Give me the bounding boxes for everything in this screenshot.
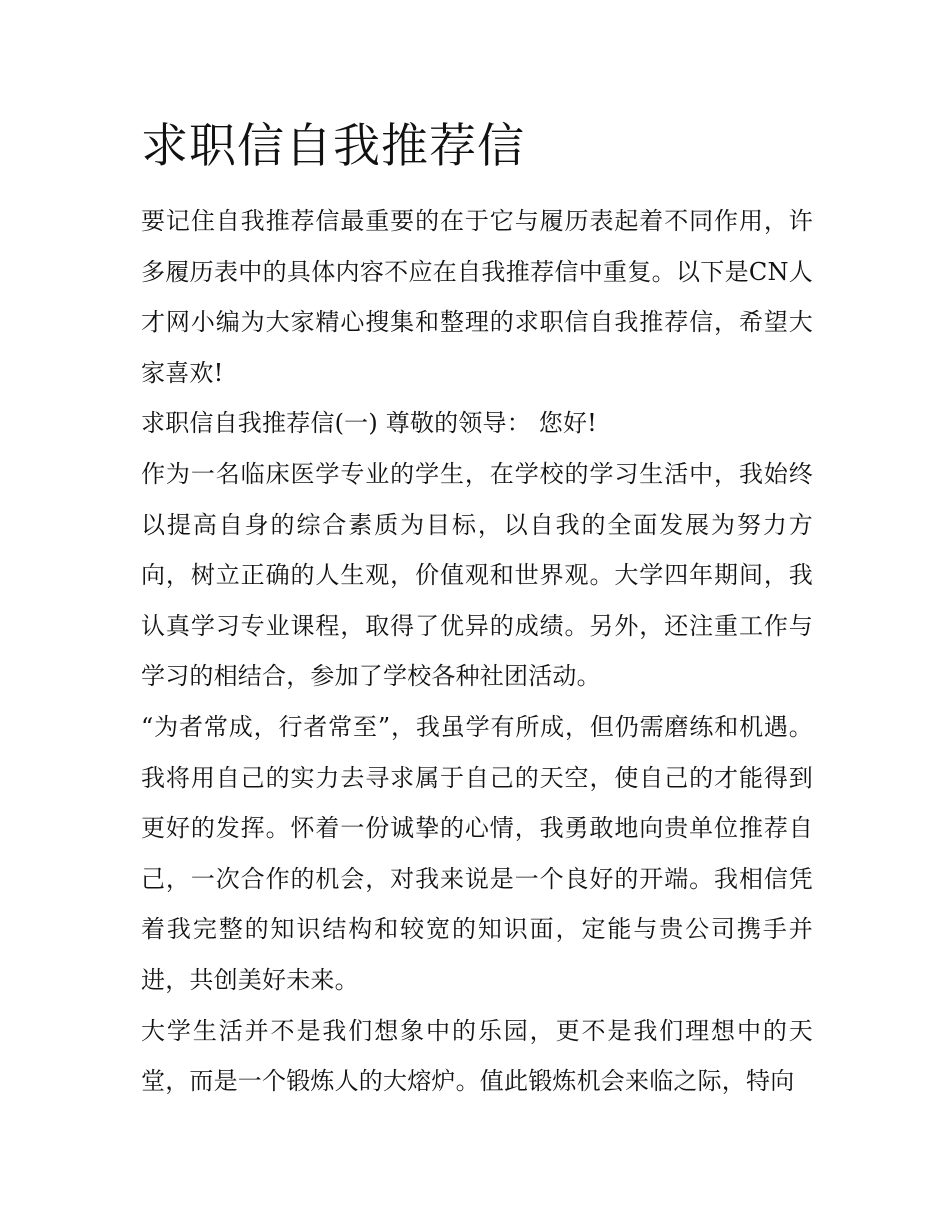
paragraph-salutation: 求职信自我推荐信(一) 尊敬的领导： 您好! xyxy=(141,409,598,438)
paragraph-intro: 要记住自我推荐信最重要的在于它与履历表起着不同作用，许多履历表中的具体内容不应在自我推荐信中重复。以下是CN人才网小编为大家精心搜集和整理的求职信自我推荐信，希望大家喜欢! xyxy=(141,207,813,387)
paragraph-closing-start: 大学生活并不是我们想象中的乐园，更不是我们理想中的天堂，而是一个锻炼人的大熔炉。值此锻炼机会来临之际，特向 xyxy=(141,1016,813,1096)
paragraph-motivation: “为者常成，行者常至”，我虽学有所成，但仍需磨练和机遇。我将用自己的实力去寻求属于自己的天空，使自己的才能得到更好的发挥。怀着一份诚挚的心情，我勇敢地向贵单位推荐自己，一次合作的机会，对我来说是一个良好的开端。我相信凭着我完整的知识结构和较宽的知识面，定能与贵公司携手并进，共创美好未来。 xyxy=(141,712,813,994)
paragraph-background: 作为一名临床医学专业的学生，在学校的学习生活中，我始终以提高自身的综合素质为目标，以自我的全面发展为努力方向，树立正确的人生观，价值观和世界观。大学四年期间，我认真学习专业课程，取得了优异的成绩。另外，还注重工作与学习的相结合，参加了学校各种社团活动。 xyxy=(141,459,813,691)
document-page xyxy=(141,112,813,1107)
document-title: 求职信自我推荐信 xyxy=(141,119,525,174)
